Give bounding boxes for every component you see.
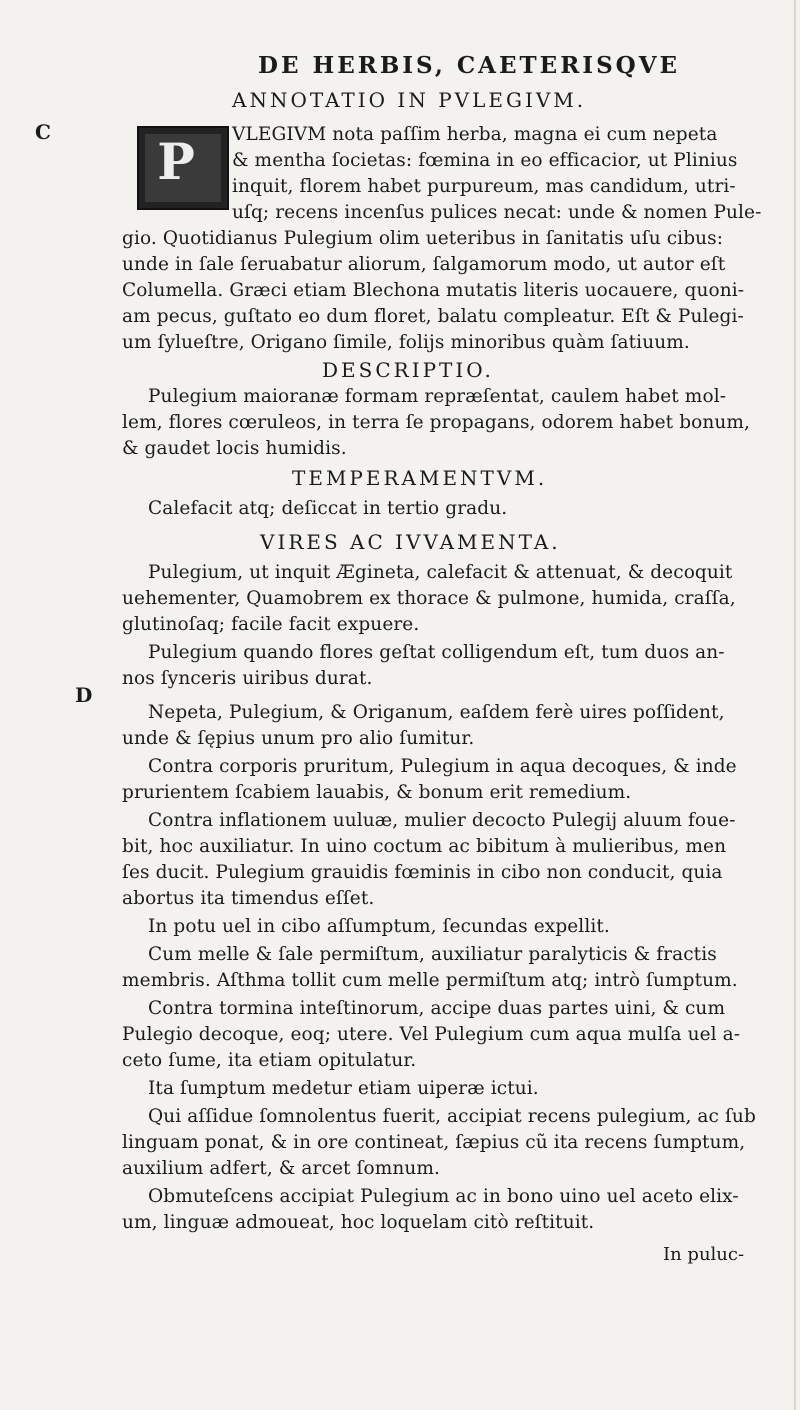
text-line: Contra corporis pruritum, Pulegium in aqua decoques, & inde [148, 756, 737, 777]
text-line: & mentha ſocietas: fœmina in eo efficacior, ut Plinius [232, 150, 738, 171]
text-line: um ſylueſtre, Origano ſimile, folijs minoribus quàm ſatiuum. [122, 332, 690, 353]
section-heading-vires: VIRES AC IVVAMENTA. [260, 530, 561, 554]
text-line: bit, hoc auxiliatur. In uino coctum ac bibitum à mulieribus, men [122, 836, 727, 857]
text-line: Pulegium, ut inquit Ægineta, calefacit & attenuat, & decoquit [148, 562, 733, 583]
text-line: gio. Quotidianus Pulegium olim ueteribus in ſanitatis uſu cibus: [122, 228, 724, 249]
text-line: Pulegio decoque, eoq; utere. Vel Pulegium cum aqua mulſa uel a- [122, 1024, 741, 1045]
text-line: Calefacit atq; deſiccat in tertio gradu. [148, 498, 508, 519]
text-line: Qui aſſidue ſomnolentus fuerit, accipiat recens pulegium, ac ſub [148, 1106, 756, 1127]
text-line: unde in ſale ſeruabatur aliorum, ſalgamorum modo, ut autor eſt [122, 254, 726, 275]
page-edge [794, 0, 796, 1410]
text-line: VLEGIVM nota paſſim herba, magna ei cum nepeta [232, 124, 718, 145]
text-line: auxilium adfert, & arcet ſomnum. [122, 1158, 440, 1179]
running-head: DE HERBIS, CAETERISQVE [258, 52, 681, 79]
initial-letter: P [157, 132, 195, 191]
text-line: Columella. Græci etiam Blechona mutatis literis uocauere, quoni- [122, 280, 745, 301]
text-line: ceto ſume, ita etiam opitulatur. [122, 1050, 417, 1071]
decorated-initial [137, 126, 229, 210]
text-line: Cum melle & ſale permiſtum, auxiliatur paralyticis & fractis [148, 944, 717, 965]
section-heading-descriptio: DESCRIPTIO. [322, 358, 494, 382]
text-line: uehementer, Quamobrem ex thorace & pulmone, humida, craſſa, [122, 588, 736, 609]
text-line: unde & ſępius unum pro alio ſumitur. [122, 728, 475, 749]
text-line: ſes ducit. Pulegium grauidis fœminis in cibo non conducit, quia [122, 862, 723, 883]
text-line: nos ſynceris uiribus durat. [122, 668, 373, 689]
text-line: abortus ita timendus eſſet. [122, 888, 375, 909]
text-line: Contra tormina inteſtinorum, accipe duas partes uini, & cum [148, 998, 726, 1019]
text-line: uſq; recens incenſus pulices necat: unde & nomen Pule- [232, 202, 762, 223]
text-line: membris. Aſthma tollit cum melle permiſtum atq; intrò ſumptum. [122, 970, 738, 991]
text-line: prurientem ſcabiem lauabis, & bonum erit remedium. [122, 782, 632, 803]
text-line: inquit, florem habet purpureum, mas candidum, utri- [232, 176, 736, 197]
catchword: In puluc- [663, 1244, 745, 1265]
section-heading-annotatio: ANNOTATIO IN PVLEGIVM. [232, 88, 587, 112]
margin-letter-c: C [35, 120, 51, 144]
text-line: Contra inflationem uuluæ, mulier decocto Pulegij aluum foue- [148, 810, 736, 831]
text-line: Pulegium maioranæ formam repræſentat, caulem habet mol- [148, 386, 727, 407]
text-line: Nepeta, Pulegium, & Origanum, eaſdem ferè uires poſſident, [148, 702, 725, 723]
text-line: Ita ſumptum medetur etiam uiperæ ictui. [148, 1078, 539, 1099]
margin-letter-d: D [75, 683, 93, 707]
text-line: um, linguæ admoueat, hoc loquelam citò reſtituit. [122, 1212, 595, 1233]
text-line: lem, flores cœruleos, in terra ſe propagans, odorem habet bonum, [122, 412, 751, 433]
text-line: linguam ponat, & in ore contineat, ſæpius cũ ita recens ſumptum, [122, 1132, 746, 1153]
text-line: glutinoſaq; facile facit expuere. [122, 614, 420, 635]
text-line: am pecus, guſtato eo dum floret, balatu compleatur. Eſt & Pulegi- [122, 306, 744, 327]
text-line: In potu uel in cibo aſſumptum, ſecundas expellit. [148, 916, 610, 937]
text-line: Obmuteſcens accipiat Pulegium ac in bono uino uel aceto elix- [148, 1186, 739, 1207]
text-line: & gaudet locis humidis. [122, 438, 347, 459]
section-heading-temperamentum: TEMPERAMENTVM. [292, 466, 548, 490]
text-line: Pulegium quando flores geſtat colligendum eſt, tum duos an- [148, 642, 725, 663]
